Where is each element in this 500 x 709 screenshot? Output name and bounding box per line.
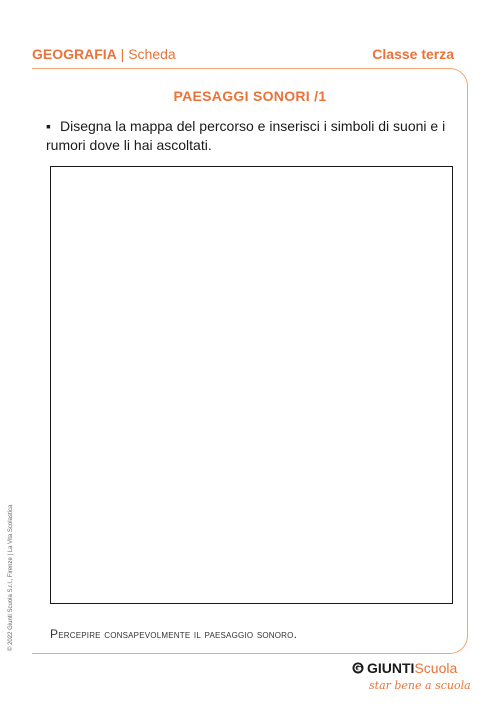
logo-wordmark	[367, 660, 457, 676]
header-separator: |	[116, 46, 129, 62]
giunti-scuola-logo	[352, 660, 471, 700]
class-level-label: Classe terza	[372, 46, 454, 62]
giunti-logo-icon	[352, 662, 364, 674]
logo-name-bold: GIUNTI	[367, 660, 415, 676]
header-left	[32, 46, 176, 62]
page-header	[32, 46, 454, 64]
worksheet-title: PAESAGGI SONORI /1	[173, 88, 327, 104]
subject-label: GEOGRAFIA	[32, 46, 117, 62]
copyright-notice: © 2022 Giunti Scuola S.r.l., Firenze | La Vita Scolastica	[8, 504, 14, 651]
logo-tagline: star bene a scuola	[369, 679, 471, 692]
instruction-body: Disegna la mappa del percorso e inserisci i simboli di suoni e i rumori dove li hai ascoltati.	[46, 118, 446, 153]
instruction-text	[46, 117, 446, 155]
bullet-icon: ▪	[46, 118, 51, 134]
drawing-area[interactable]	[50, 166, 453, 604]
sheet-type-label: Scheda	[128, 46, 176, 62]
logo-name-light: Scuola	[414, 660, 458, 676]
learning-objective: Percepire consapevolmente il paesaggio sonoro.	[50, 627, 298, 641]
